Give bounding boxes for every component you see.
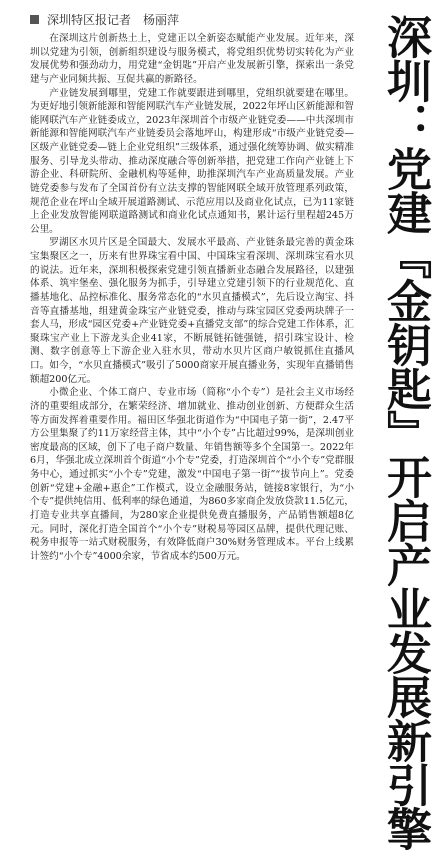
article-paragraph: 产业链发展到哪里，党建工作就要跟进到哪里，党组织就要建在哪里。为更好地引领新能源和智能网联汽车产业链发展，2022年坪山区新能源和智能网联汽车产业链委成立，2023年深圳首个市级产业链党委——中共深圳市新能源和智能网联汽车产业链委员会落地坪山，构建形成“市级产业链党委—区级产业链党委—链上企业党组织”三级体系，通过强化统筹协调、做实精准服务、引导龙头带动、推动深度融合等创新举措，把党建工作向产业链上下游企业、科研院所、金融机构等延伸，助推深圳汽车产业高质量发展。产业链党委参与发布了全国首份有立法支撑的智能网联全域开放管理系列政策，规范企业在坪山全域开展道路测试、示范应用以及商业化试点，已为11家链上企业发放智能网联道路测试和商业化试点通知书，累计运行里程超245万公里。 xyxy=(30,87,354,235)
byline xyxy=(30,8,350,30)
article-body xyxy=(30,32,354,788)
byline-author: 杨丽萍 xyxy=(143,12,180,27)
byline-square-icon xyxy=(30,15,39,24)
byline-section: 深圳特区报记者 xyxy=(47,12,132,27)
article-paragraph: 在深圳这片创新热土上，党建正以全新姿态赋能产业发展。近年来，深圳以党建为引领，创新组织建设与服务模式，将党组织优势切实转化为产业发展优势和强劲动力，用党建“金钥匙”开启产业发展新引擎，探索出一条党建与产业同频共振、互促共赢的新路径。 xyxy=(30,33,354,85)
headline: 深圳：党建『金钥匙』开启产业发展新引擎 xyxy=(379,14,432,850)
article-paragraph: 罗湖区水贝片区是全国最大、发展水平最高、产业链条最完善的黄金珠宝集聚区之一，历来有世界珠宝看中国、中国珠宝看深圳、深圳珠宝看水贝的说法。近年来，深圳积极探索党建引领直播新业态融合发展路径，以建强体系、筑牢堡垒、强化服务为抓手，引导建立党建引领下的行业规范化、直播基地化、品控标准化、服务常态化的“水贝直播模式”，先后设立淘宝、抖音等直播基地，组建黄金珠宝产业链党委，推动与珠宝园区党委两块牌子一套人马，形成“园区党委+产业链党委+直播党支部”的综合党建工作体系，汇聚珠宝产业上下游龙头企业41家，不断展链拓链强链，招引珠宝设计、检测、数字创意等上下游企业入驻水贝，带动水贝片区商户敏锐抓住直播风口。如今，“水贝直播模式”吸引了5000商家开展直播业务，实现年直播销售额超200亿元。 xyxy=(30,237,354,385)
article-paragraph: 小微企业、个体工商户、专业市场（简称“小个专”）是社会主义市场经济的重要组成部分，在繁荣经济、增加就业、推动创业创新、方便群众生活等方面发挥着重要作用。福田区华强北街道作为“中国电子第一街”，2.47平方公里集聚了约11万家经营主体，其中“小个专”占比超过99%，是深圳创业密度最高的区域，创下了电子商户数量、年销售额等多个全国第一。2022年6月，华强北成立深圳首个街道“小个专”党委，打造深圳首个“小个专”党群服务中心，通过抓实“小个专”党建，激发“中国电子第一街”“拔节向上”。党委创新“党建+金融+惠企”工作模式，设立金融服务站，链接8家银行，为“小个专”提供纯信用、低利率的绿色通道，为860多家商企发放贷款11.5亿元，打造专业共享直播间，为280家企业提供免费直播服务，产品销售额超8亿元。同时，深化打造全国首个“小个专”财税易等园区品牌，提供代理记账、税务申报等一站式财税服务，有效降低商户30%财务管理成本。平台上线累计签约“小个专”4000余家，节省成本约500万元。 xyxy=(30,387,354,562)
